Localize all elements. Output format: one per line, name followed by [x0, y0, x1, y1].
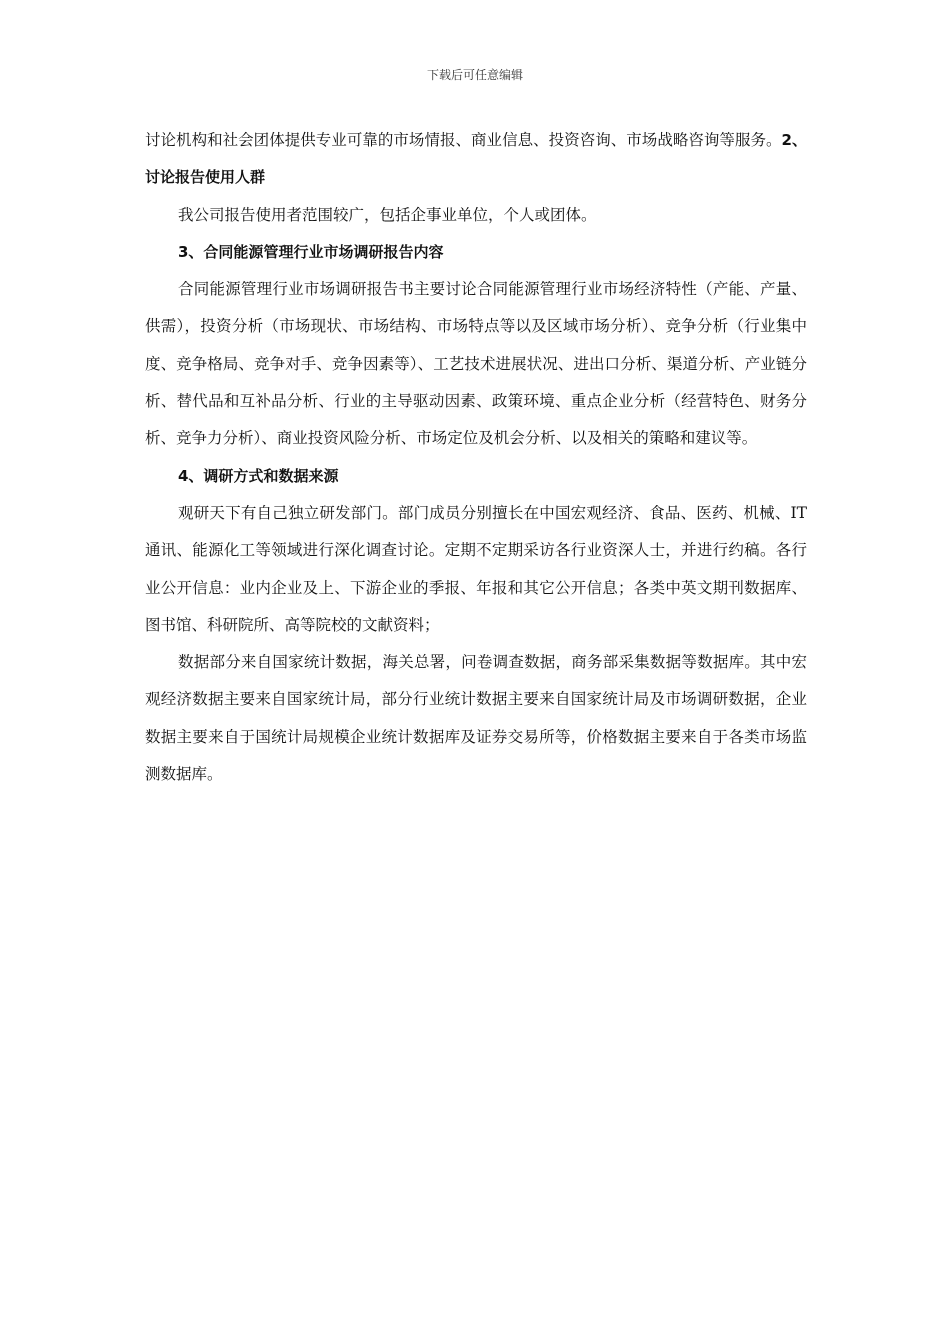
- page-header: 下载后可任意编辑: [426, 68, 523, 82]
- paragraph-research-method: 观研天下有自己独立研发部门。部门成员分别擅长在中国宏观经济、食品、医药、机械、IT通讯、能源化工等领域进行深化调查讨论。定期不定期采访各行业资深人士，并进行约稿。各行业公开信息：业内企业及上、下游企业的季报、年报和其它公开信息；各类中英文期刊数据库、图书馆、科研院所、高等院校的文献资料；: [145, 503, 807, 634]
- paragraph-report-content: 合同能源管理行业市场调研报告书主要讨论合同能源管理行业市场经济特性（产能、产量、供需），投资分析（市场现状、市场结构、市场特点等以及区域市场分析）、竞争分析（行业集中度、竞争格局、竞争对手、竞争因素等）、工艺技术进展状况、进出口分析、渠道分析、产业链分析、替代品和互补品分析、行业的主导驱动因素、政策环境、重点企业分析（经营特色、财务分析、竞争力分析）、商业投资风险分析、市场定位及机会分析、以及相关的策略和建议等。: [145, 280, 807, 448]
- paragraph-services: [145, 122, 807, 197]
- document-body: [145, 122, 807, 793]
- paragraph-services-text: 讨论机构和社会团体提供专业可靠的市场情报、商业信息、投资咨询、市场战略咨询等服务。: [145, 131, 782, 149]
- paragraph-report-users: 我公司报告使用者范围较广，包括企事业单位，个人或团体。: [178, 205, 597, 224]
- heading-research-method: 4、调研方式和数据来源: [178, 466, 339, 485]
- heading-report-content: 3、合同能源管理行业市场调研报告内容: [178, 242, 444, 261]
- heading-report-users: 2、讨论报告使用人群: [145, 131, 807, 187]
- paragraph-data-sources: 数据部分来自国家统计数据，海关总署，问卷调查数据，商务部采集数据等数据库。其中宏观经济数据主要来自国家统计局，部分行业统计数据主要来自国家统计局及市场调研数据，企业数据主要来自于国统计局规模企业统计数据库及证券交易所等，价格数据主要来自于各类市场监测数据库。: [145, 653, 807, 784]
